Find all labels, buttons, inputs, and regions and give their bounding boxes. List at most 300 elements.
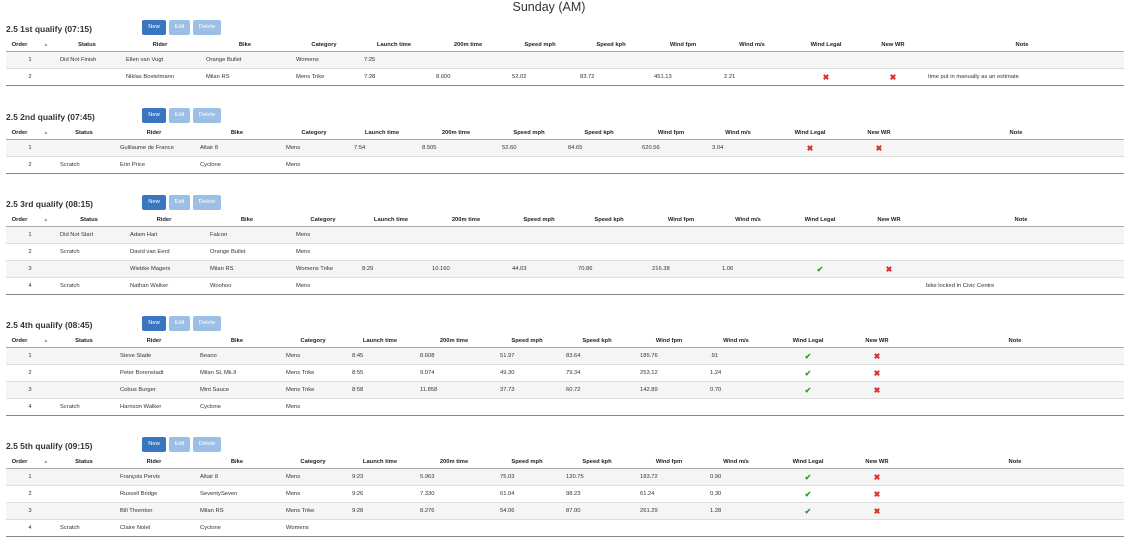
cell-speed-kph: 84.65	[562, 140, 636, 157]
cell-rider: Ellen van Vugt	[120, 52, 200, 69]
column-header-note[interactable]	[908, 127, 1124, 140]
column-header-wind-legal[interactable]	[768, 456, 848, 469]
cell-speed-mph	[494, 520, 560, 537]
column-header-label: Speed mph	[524, 42, 556, 48]
cell-wind-legal	[780, 244, 860, 261]
sort-asc-icon[interactable]: ▲	[43, 130, 49, 136]
cross-icon: ✖	[873, 351, 881, 361]
column-header-order[interactable]	[6, 127, 54, 140]
column-header-wind-fpm[interactable]	[634, 456, 704, 469]
cross-icon: ✖	[873, 506, 881, 516]
column-header-label: Note	[1015, 42, 1029, 48]
cell-new-wr	[848, 399, 906, 416]
column-header-label: Status	[78, 42, 96, 48]
cell-speed-mph: 54.06	[494, 503, 560, 520]
column-header-speed-kph[interactable]	[574, 39, 648, 52]
cell-200m-time: 8.600	[430, 69, 506, 86]
column-header-label: Wind fpm	[655, 459, 683, 465]
cell-200m-time: 5.963	[414, 469, 494, 486]
cell-order: 2	[6, 244, 54, 261]
cell-rider: Niklas Bostelmann	[120, 69, 200, 86]
column-header-status[interactable]	[54, 127, 114, 140]
column-header-label: Wind fpm	[657, 130, 685, 136]
cell-status: Scratch	[54, 157, 114, 174]
table-row[interactable]	[6, 365, 1124, 382]
cell-speed-mph: 51.97	[494, 348, 560, 365]
table-row[interactable]	[6, 157, 1124, 174]
column-header-label: New WR	[865, 338, 889, 344]
column-header-wind-m-s[interactable]	[704, 456, 768, 469]
cell-wind-m-s: 0.90	[704, 469, 768, 486]
column-header-category[interactable]	[280, 456, 346, 469]
header-row	[6, 456, 1124, 469]
column-header-label: Note	[1014, 217, 1028, 223]
cell-speed-kph: 83.72	[574, 69, 648, 86]
cell-bike: Milan RS	[200, 69, 290, 86]
cell-status	[54, 469, 114, 486]
cell-rider: Harrison Walker	[114, 399, 194, 416]
cell-category: Womens Trike	[290, 261, 356, 278]
column-header-status[interactable]	[54, 335, 114, 348]
column-header-note[interactable]	[906, 335, 1124, 348]
cell-new-wr	[848, 469, 906, 486]
check-icon: ✔	[804, 351, 812, 361]
cell-launch-time: 9:28	[346, 503, 414, 520]
cell-wind-fpm: 216.38	[646, 261, 716, 278]
cell-speed-kph	[560, 399, 634, 416]
cell-speed-mph: 52.02	[506, 69, 574, 86]
column-header-speed-kph[interactable]	[572, 214, 646, 227]
column-header-rider[interactable]	[114, 335, 194, 348]
cell-order: 2	[6, 69, 54, 86]
table-row[interactable]	[6, 503, 1124, 520]
cell-new-wr	[848, 503, 906, 520]
column-header-new-wr[interactable]	[866, 39, 920, 52]
column-header-200m-time[interactable]	[426, 214, 506, 227]
cell-rider: Claire Nolet	[114, 520, 194, 537]
cell-speed-mph	[506, 244, 572, 261]
sort-asc-icon[interactable]: ▲	[43, 42, 49, 48]
column-header-order[interactable]	[6, 39, 54, 52]
cell-launch-time: 8:29	[356, 261, 426, 278]
cell-rider: Steve Slade	[114, 348, 194, 365]
cell-launch-time: 8:55	[346, 365, 414, 382]
cell-bike: SeventySeven	[194, 486, 280, 503]
column-header-label: Bike	[240, 217, 254, 223]
cell-category: Mens	[280, 140, 348, 157]
cell-wind-legal	[780, 227, 860, 244]
new-button[interactable]: New	[142, 20, 166, 35]
column-header-label: Rider	[146, 130, 162, 136]
column-header-status[interactable]	[54, 214, 124, 227]
edit-button[interactable]: Edit	[169, 195, 190, 210]
column-header-label: Order	[11, 130, 28, 136]
new-button[interactable]: New	[142, 316, 166, 331]
cell-wind-legal	[768, 469, 848, 486]
check-icon: ✔	[816, 264, 824, 274]
cell-200m-time: 11.858	[414, 382, 494, 399]
column-header-launch-time[interactable]	[358, 39, 430, 52]
column-header-label: Wind m/s	[723, 459, 749, 465]
column-header-rider[interactable]	[120, 39, 200, 52]
cell-wind-m-s: 2.21	[718, 69, 786, 86]
column-header-wind-legal[interactable]	[780, 214, 860, 227]
column-header-label: Bike	[230, 130, 244, 136]
table-row[interactable]	[6, 399, 1124, 416]
edit-button[interactable]: Edit	[169, 437, 190, 452]
column-header-label: Category	[310, 217, 336, 223]
cell-speed-kph: 83.64	[560, 348, 634, 365]
new-button[interactable]: New	[142, 437, 166, 452]
column-header-launch-time[interactable]	[348, 127, 416, 140]
column-header-label: Category	[300, 459, 326, 465]
cell-category: Mens	[290, 244, 356, 261]
cell-status: Scratch	[54, 278, 124, 295]
column-header-label: Wind fpm	[669, 42, 697, 48]
cell-wind-fpm	[646, 278, 716, 295]
table-row[interactable]	[6, 140, 1124, 157]
column-header-rider[interactable]	[124, 214, 204, 227]
table-row[interactable]	[6, 261, 1124, 278]
cell-new-wr	[848, 382, 906, 399]
column-header-label: Wind m/s	[723, 338, 749, 344]
cell-200m-time	[414, 520, 494, 537]
column-header-wind-m-s[interactable]	[716, 214, 780, 227]
cell-bike: Milan SL Mk.II	[194, 365, 280, 382]
section-header	[6, 195, 1024, 213]
column-header-label: Wind Legal	[810, 42, 842, 48]
column-header-note[interactable]	[920, 39, 1124, 52]
column-header-wind-legal[interactable]	[768, 335, 848, 348]
cell-bike: Orange Bullet	[204, 244, 290, 261]
cell-speed-kph	[572, 227, 646, 244]
column-header-label: Speed mph	[511, 338, 543, 344]
check-icon: ✔	[804, 368, 812, 378]
cell-wind-legal	[768, 503, 848, 520]
section-title: 2.5 5th qualify (09:15)	[6, 441, 93, 451]
cell-new-wr	[848, 348, 906, 365]
table-row[interactable]	[6, 227, 1124, 244]
cell-new-wr	[848, 486, 906, 503]
column-header-200m-time[interactable]	[430, 39, 506, 52]
section-title: 2.5 4th qualify (08:45)	[6, 320, 93, 330]
new-button[interactable]: New	[142, 108, 166, 123]
cell-wind-m-s: 0.70	[704, 382, 768, 399]
cell-speed-mph: 49.30	[494, 365, 560, 382]
column-header-label: Speed kph	[594, 217, 624, 223]
column-header-label: Bike	[230, 338, 244, 344]
column-header-label: Launch time	[362, 338, 398, 344]
column-header-note[interactable]	[918, 214, 1124, 227]
delete-button[interactable]: Delete	[193, 437, 221, 452]
column-header-launch-time[interactable]	[346, 335, 414, 348]
cell-wind-m-s: 1.06	[716, 261, 780, 278]
cell-wind-m-s	[716, 278, 780, 295]
column-header-label: Bike	[230, 459, 244, 465]
column-header-wind-fpm[interactable]	[646, 214, 716, 227]
cell-note	[920, 52, 1124, 69]
cell-order: 1	[6, 140, 54, 157]
cell-order: 4	[6, 399, 54, 416]
column-header-speed-mph[interactable]	[496, 127, 562, 140]
column-header-label: 200m time	[441, 130, 471, 136]
cell-launch-time	[356, 244, 426, 261]
column-header-category[interactable]	[290, 39, 358, 52]
column-header-wind-legal[interactable]	[786, 39, 866, 52]
table-row[interactable]	[6, 244, 1124, 261]
cell-speed-mph	[494, 399, 560, 416]
column-header-label: Category	[301, 130, 327, 136]
sort-asc-icon[interactable]: ▲	[43, 459, 49, 465]
column-header-new-wr[interactable]	[848, 456, 906, 469]
column-header-rider[interactable]	[114, 127, 194, 140]
cell-launch-time	[346, 399, 414, 416]
cell-bike: Orange Bullet	[200, 52, 290, 69]
cell-200m-time	[416, 157, 496, 174]
results-table	[6, 335, 1124, 416]
cell-status: Did Not Start	[54, 227, 124, 244]
column-header-wind-legal[interactable]	[770, 127, 850, 140]
delete-button[interactable]: Delete	[193, 195, 221, 210]
cell-category: Mens	[280, 348, 346, 365]
edit-button[interactable]: Edit	[169, 20, 190, 35]
column-header-launch-time[interactable]	[346, 456, 414, 469]
cell-order: 4	[6, 520, 54, 537]
cell-launch-time: 8:58	[346, 382, 414, 399]
cell-speed-kph	[560, 520, 634, 537]
column-header-label: Speed kph	[582, 459, 612, 465]
cell-wind-m-s: .91	[704, 348, 768, 365]
cell-note	[906, 382, 1124, 399]
cell-note	[918, 261, 1124, 278]
column-header-label: 200m time	[451, 217, 481, 223]
cell-order: 3	[6, 261, 54, 278]
header-row	[6, 335, 1124, 348]
cell-wind-legal	[768, 399, 848, 416]
column-header-new-wr[interactable]	[860, 214, 918, 227]
column-header-order[interactable]	[6, 335, 54, 348]
table-row[interactable]	[6, 52, 1124, 69]
column-header-wind-fpm[interactable]	[648, 39, 718, 52]
cell-new-wr	[850, 157, 908, 174]
check-icon: ✔	[804, 472, 812, 482]
cross-icon: ✖	[806, 143, 814, 153]
cell-wind-m-s: 1.24	[704, 365, 768, 382]
column-header-bike[interactable]	[200, 39, 290, 52]
cell-new-wr	[850, 140, 908, 157]
cell-bike: Milan RS	[194, 503, 280, 520]
cell-category: Mens	[280, 486, 346, 503]
column-header-label: Note	[1008, 459, 1022, 465]
qualify-section	[6, 316, 1024, 416]
cross-icon: ✖	[885, 264, 893, 274]
column-header-label: Order	[11, 338, 28, 344]
cell-category: Mens Trike	[290, 69, 358, 86]
column-header-label: Wind Legal	[792, 459, 824, 465]
cell-200m-time: 10.160	[426, 261, 506, 278]
column-header-note[interactable]	[906, 456, 1124, 469]
column-header-speed-mph[interactable]	[506, 39, 574, 52]
column-header-new-wr[interactable]	[848, 335, 906, 348]
cell-category: Mens	[290, 278, 356, 295]
cell-200m-time	[430, 52, 506, 69]
cell-wind-m-s: 1.28	[704, 503, 768, 520]
section-header	[6, 108, 1024, 126]
table-row[interactable]	[6, 486, 1124, 503]
cell-wind-legal	[768, 486, 848, 503]
column-header-status[interactable]	[54, 39, 120, 52]
column-header-wind-m-s[interactable]	[718, 39, 786, 52]
cell-rider: Russell Bridge	[114, 486, 194, 503]
cell-bike: Altair 8	[194, 469, 280, 486]
delete-button[interactable]: Delete	[193, 108, 221, 123]
column-header-new-wr[interactable]	[850, 127, 908, 140]
cell-bike: Altair 8	[194, 140, 280, 157]
column-header-speed-mph[interactable]	[494, 335, 560, 348]
column-header-label: Rider	[146, 338, 162, 344]
column-header-200m-time[interactable]	[414, 456, 494, 469]
column-header-category[interactable]	[290, 214, 356, 227]
cell-speed-kph: 79.34	[560, 365, 634, 382]
table-row[interactable]	[6, 69, 1124, 86]
results-table	[6, 39, 1124, 86]
column-header-label: Wind Legal	[792, 338, 824, 344]
column-header-category[interactable]	[280, 335, 346, 348]
cell-speed-kph: 87.00	[560, 503, 634, 520]
column-header-wind-fpm[interactable]	[636, 127, 706, 140]
column-header-label: Wind Legal	[794, 130, 826, 136]
column-header-category[interactable]	[280, 127, 348, 140]
cell-status	[54, 486, 114, 503]
cell-note	[918, 244, 1124, 261]
cell-status: Did Not Finish	[54, 52, 120, 69]
sort-asc-icon[interactable]: ▲	[43, 338, 49, 344]
column-header-label: Rider	[146, 459, 162, 465]
cell-wind-fpm: 620.56	[636, 140, 706, 157]
cell-bike: Mint Sauce	[194, 382, 280, 399]
column-header-order[interactable]	[6, 456, 54, 469]
table-row[interactable]	[6, 469, 1124, 486]
cell-order: 4	[6, 278, 54, 295]
delete-button[interactable]: Delete	[193, 20, 221, 35]
column-header-label: Status	[75, 130, 93, 136]
column-header-bike[interactable]	[204, 214, 290, 227]
column-header-label: Category	[311, 42, 337, 48]
cell-bike: Woohoo	[204, 278, 290, 295]
cell-status: Scratch	[54, 244, 124, 261]
cross-icon: ✖	[889, 72, 897, 82]
cross-icon: ✖	[873, 368, 881, 378]
cell-speed-mph	[506, 52, 574, 69]
cell-wind-fpm	[648, 52, 718, 69]
section-title: 2.5 2nd qualify (07:45)	[6, 112, 95, 122]
qualify-section	[6, 437, 1024, 537]
delete-button[interactable]: Delete	[193, 316, 221, 331]
column-header-200m-time[interactable]	[416, 127, 496, 140]
column-header-label: Rider	[156, 217, 172, 223]
cell-launch-time: 7:54	[348, 140, 416, 157]
cell-wind-fpm: 253.12	[634, 365, 704, 382]
column-header-wind-m-s[interactable]	[704, 335, 768, 348]
column-header-speed-mph[interactable]	[494, 456, 560, 469]
cell-wind-fpm	[636, 157, 706, 174]
edit-button[interactable]: Edit	[169, 108, 190, 123]
table-row[interactable]	[6, 382, 1124, 399]
column-header-bike[interactable]	[194, 335, 280, 348]
column-header-label: Category	[300, 338, 326, 344]
column-header-bike[interactable]	[194, 127, 280, 140]
column-header-200m-time[interactable]	[414, 335, 494, 348]
sort-asc-icon[interactable]: ▲	[43, 217, 49, 223]
check-icon: ✔	[804, 489, 812, 499]
table-row[interactable]	[6, 348, 1124, 365]
new-button[interactable]: New	[142, 195, 166, 210]
column-header-label: Note	[1008, 338, 1022, 344]
cell-launch-time: 7:28	[358, 69, 430, 86]
cell-launch-time: 8:45	[346, 348, 414, 365]
column-header-rider[interactable]	[114, 456, 194, 469]
column-header-speed-mph[interactable]	[506, 214, 572, 227]
cell-200m-time	[414, 399, 494, 416]
column-header-order[interactable]	[6, 214, 54, 227]
section-header	[6, 20, 1024, 38]
column-header-label: 200m time	[439, 338, 469, 344]
cell-200m-time	[426, 278, 506, 295]
cell-wind-legal	[768, 382, 848, 399]
cell-wind-fpm	[646, 244, 716, 261]
cell-bike: Falcon	[204, 227, 290, 244]
cell-wind-legal	[770, 140, 850, 157]
cell-note: time put in manually as an estimate	[920, 69, 1124, 86]
cell-category: Mens	[290, 227, 356, 244]
table-row[interactable]	[6, 520, 1124, 537]
cell-new-wr	[860, 278, 918, 295]
cell-order: 1	[6, 469, 54, 486]
cell-new-wr	[860, 261, 918, 278]
column-header-bike[interactable]	[194, 456, 280, 469]
column-header-speed-kph[interactable]	[560, 335, 634, 348]
column-header-label: New WR	[881, 42, 905, 48]
cell-wind-fpm: 183.72	[634, 469, 704, 486]
cell-category: Mens Trike	[280, 365, 346, 382]
check-icon: ✔	[804, 385, 812, 395]
cell-200m-time	[426, 244, 506, 261]
cell-speed-mph: 52.60	[496, 140, 562, 157]
column-header-label: New WR	[867, 130, 891, 136]
column-header-label: Wind m/s	[739, 42, 765, 48]
cell-launch-time: 9:26	[346, 486, 414, 503]
cell-new-wr	[848, 365, 906, 382]
column-header-label: Speed kph	[582, 338, 612, 344]
cross-icon: ✖	[873, 489, 881, 499]
column-header-label: Launch time	[376, 42, 412, 48]
column-header-speed-kph[interactable]	[560, 456, 634, 469]
column-header-wind-m-s[interactable]	[706, 127, 770, 140]
column-header-label: Launch time	[364, 130, 400, 136]
table-row[interactable]	[6, 278, 1124, 295]
cell-wind-fpm	[634, 399, 704, 416]
column-header-label: Order	[11, 459, 28, 465]
column-header-wind-fpm[interactable]	[634, 335, 704, 348]
column-header-status[interactable]	[54, 456, 114, 469]
column-header-launch-time[interactable]	[356, 214, 426, 227]
column-header-speed-kph[interactable]	[562, 127, 636, 140]
edit-button[interactable]: Edit	[169, 316, 190, 331]
cell-speed-mph: 37.73	[494, 382, 560, 399]
cell-speed-kph	[574, 52, 648, 69]
qualify-section	[6, 20, 1029, 86]
cell-rider: Adam Hari	[124, 227, 204, 244]
